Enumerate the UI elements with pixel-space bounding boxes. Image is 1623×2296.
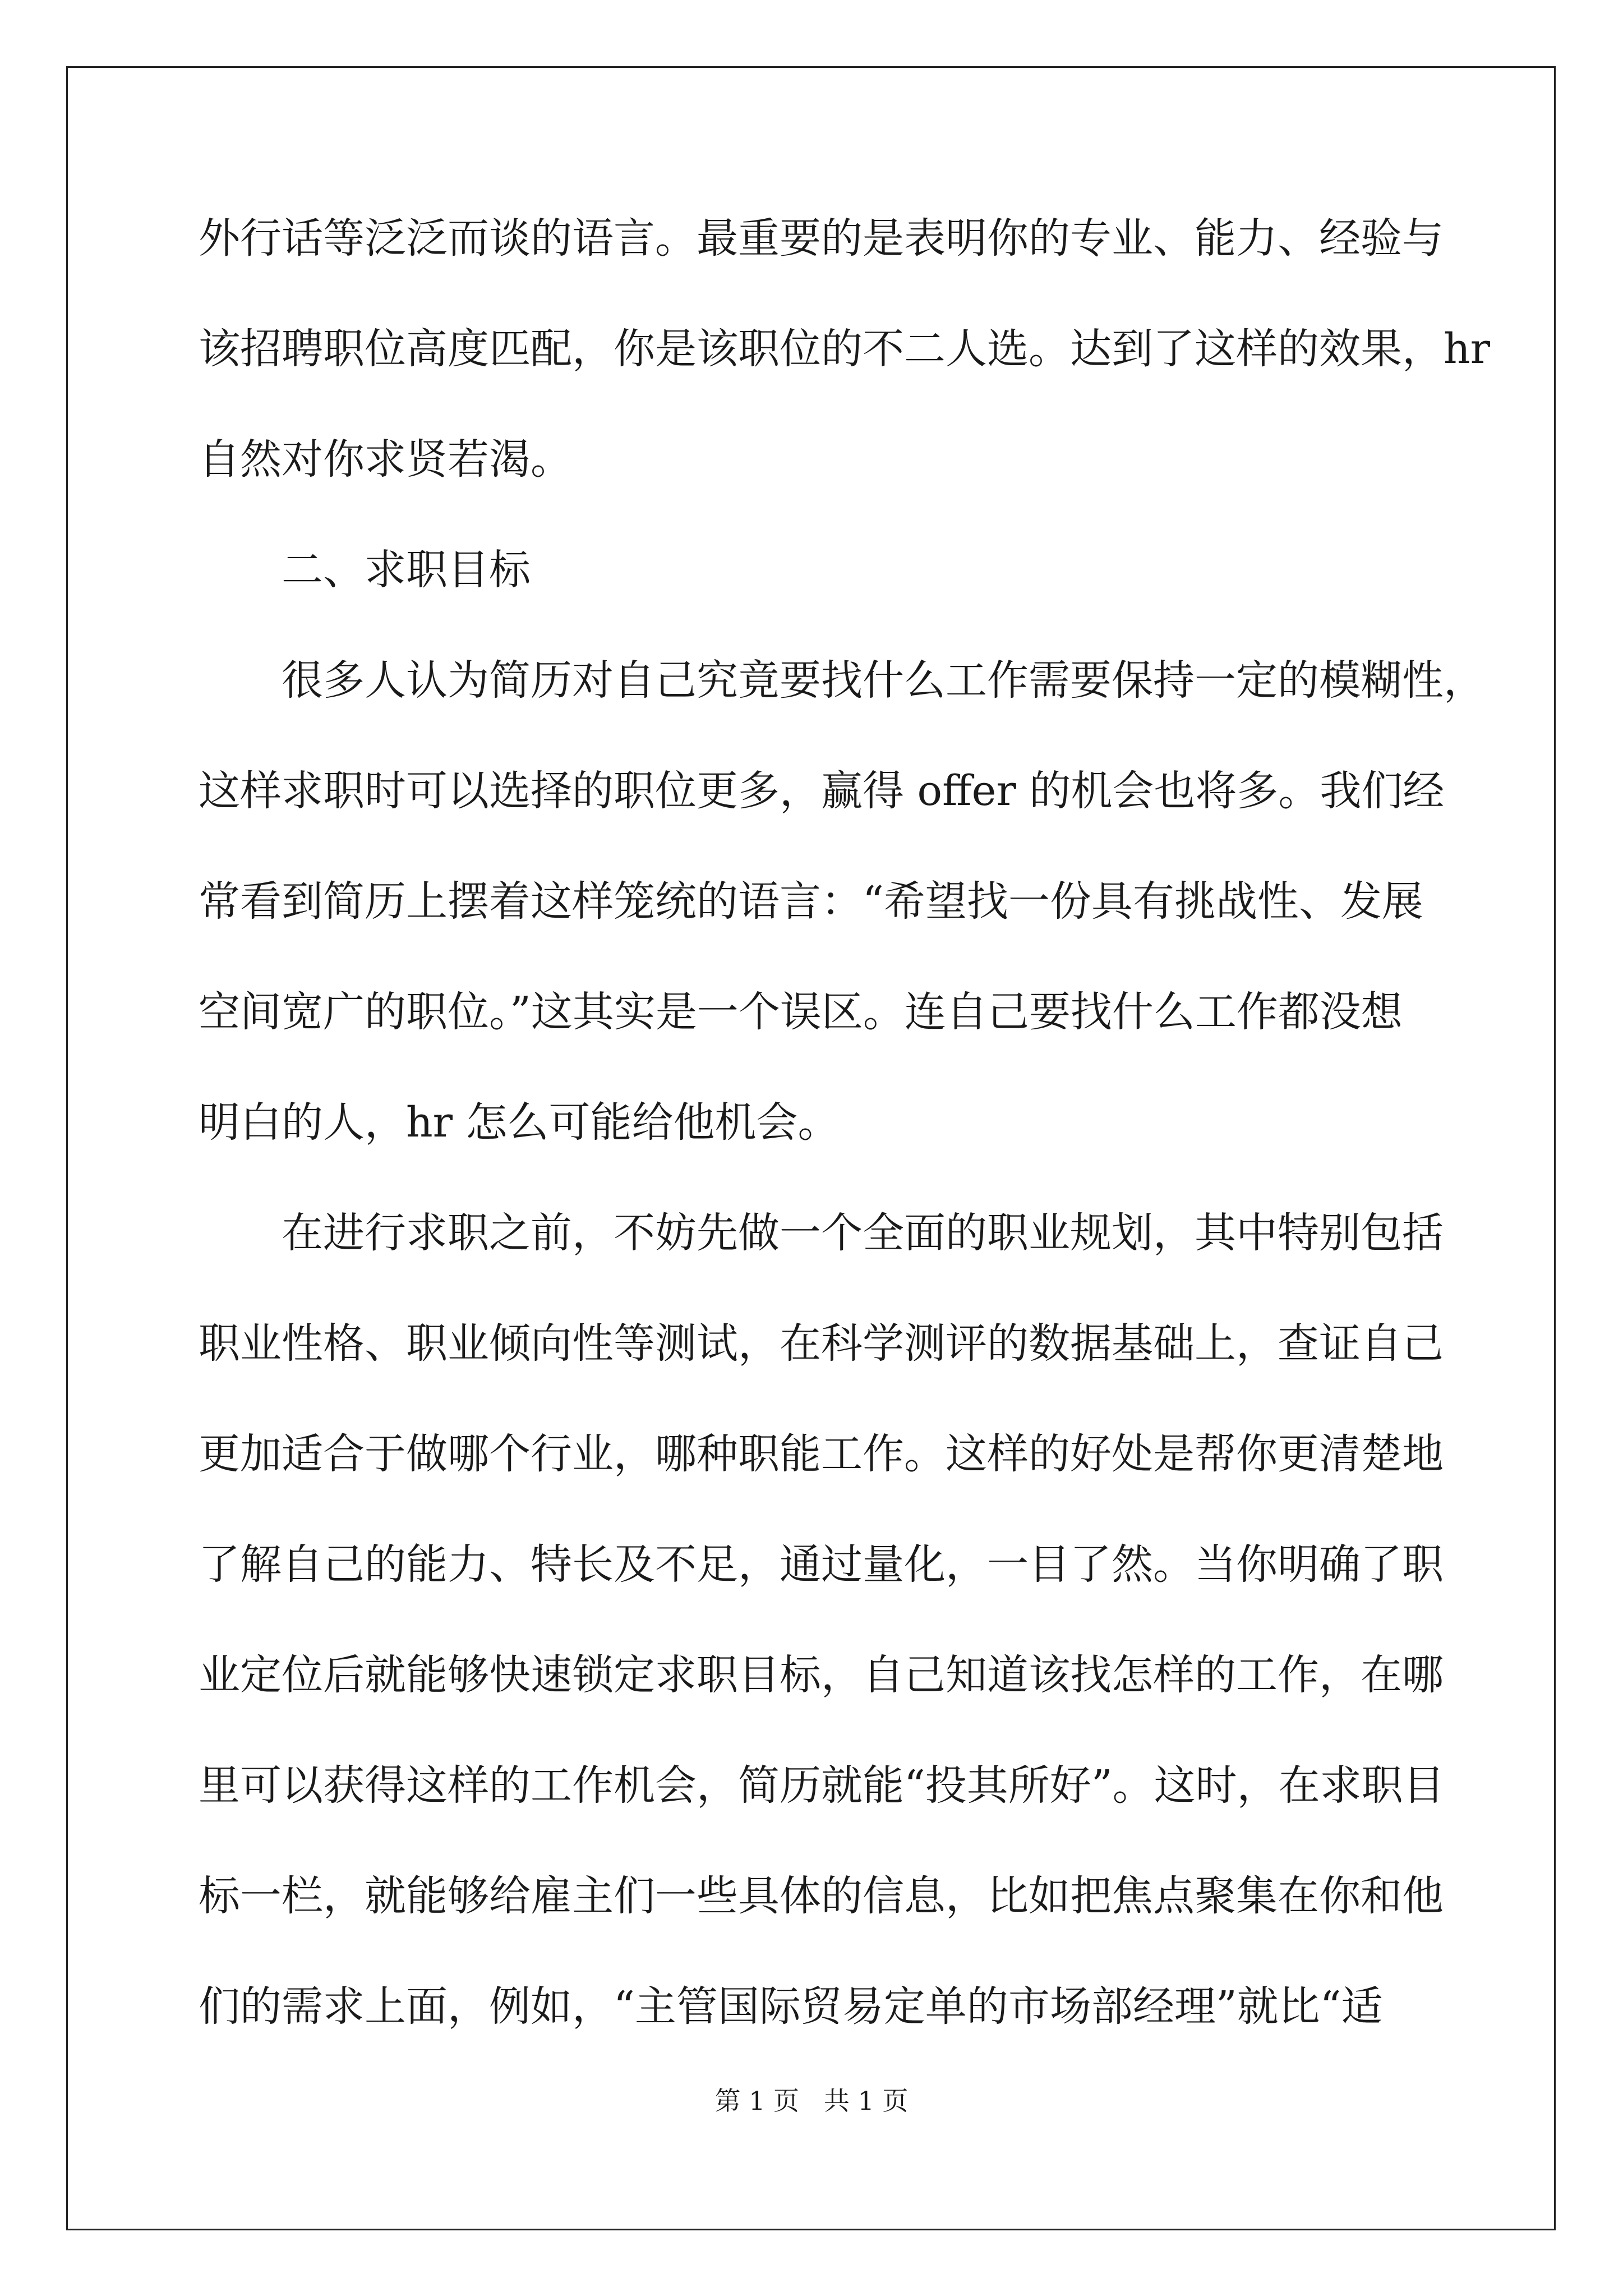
text-line: 该招聘职位高度匹配，你是该职位的不二人选。达到了这样的效果，hr [199, 325, 1491, 373]
text-line: 常看到简历上摆着这样笼统的语言：“希望找一份具有挑战性、发展 [199, 877, 1423, 926]
paragraph-start-line: 很多人认为简历对自己究竟要找什么工作需要保持一定的模糊性， [282, 656, 1485, 705]
text-line: 标一栏，就能够给雇主们一些具体的信息，比如把焦点聚集在你和他 [199, 1872, 1444, 1920]
text-line: 更加适合于做哪个行业，哪种职能工作。这样的好处是帮你更清楚地 [199, 1430, 1444, 1478]
page-footer: 第 1 页 共 1 页 [714, 2086, 909, 2116]
text-line: 自然对你求贤若渴。 [199, 435, 572, 484]
text-line: 里可以获得这样的工作机会，简历就能“投其所好”。这时，在求职目 [199, 1761, 1445, 1810]
text-line: 职业性格、职业倾向性等测试，在科学测评的数据基础上，查证自己 [199, 1319, 1444, 1368]
section-heading: 二、求职目标 [282, 546, 531, 594]
text-line: 空间宽广的职位。”这其实是一个误区。连自己要找什么工作都没想 [199, 988, 1403, 1036]
text-line: 们的需求上面，例如，“主管国际贸易定单的市场部经理”就比“适 [199, 1982, 1383, 2031]
text-line: 外行话等泛泛而谈的语言。最重要的是表明你的专业、能力、经验与 [199, 214, 1444, 263]
paragraph-start-line: 在进行求职之前，不妨先做一个全面的职业规划，其中特别包括 [282, 1209, 1444, 1257]
text-line: 业定位后就能够快速锁定求职目标，自己知道该找怎样的工作，在哪 [199, 1651, 1444, 1699]
text-line: 明白的人，hr 怎么可能给他机会。 [199, 1098, 840, 1147]
text-line: 了解自己的能力、特长及不足，通过量化，一目了然。当你明确了职 [199, 1540, 1444, 1589]
text-line: 这样求职时可以选择的职位更多，赢得 offer 的机会也将多。我们经 [199, 767, 1445, 815]
